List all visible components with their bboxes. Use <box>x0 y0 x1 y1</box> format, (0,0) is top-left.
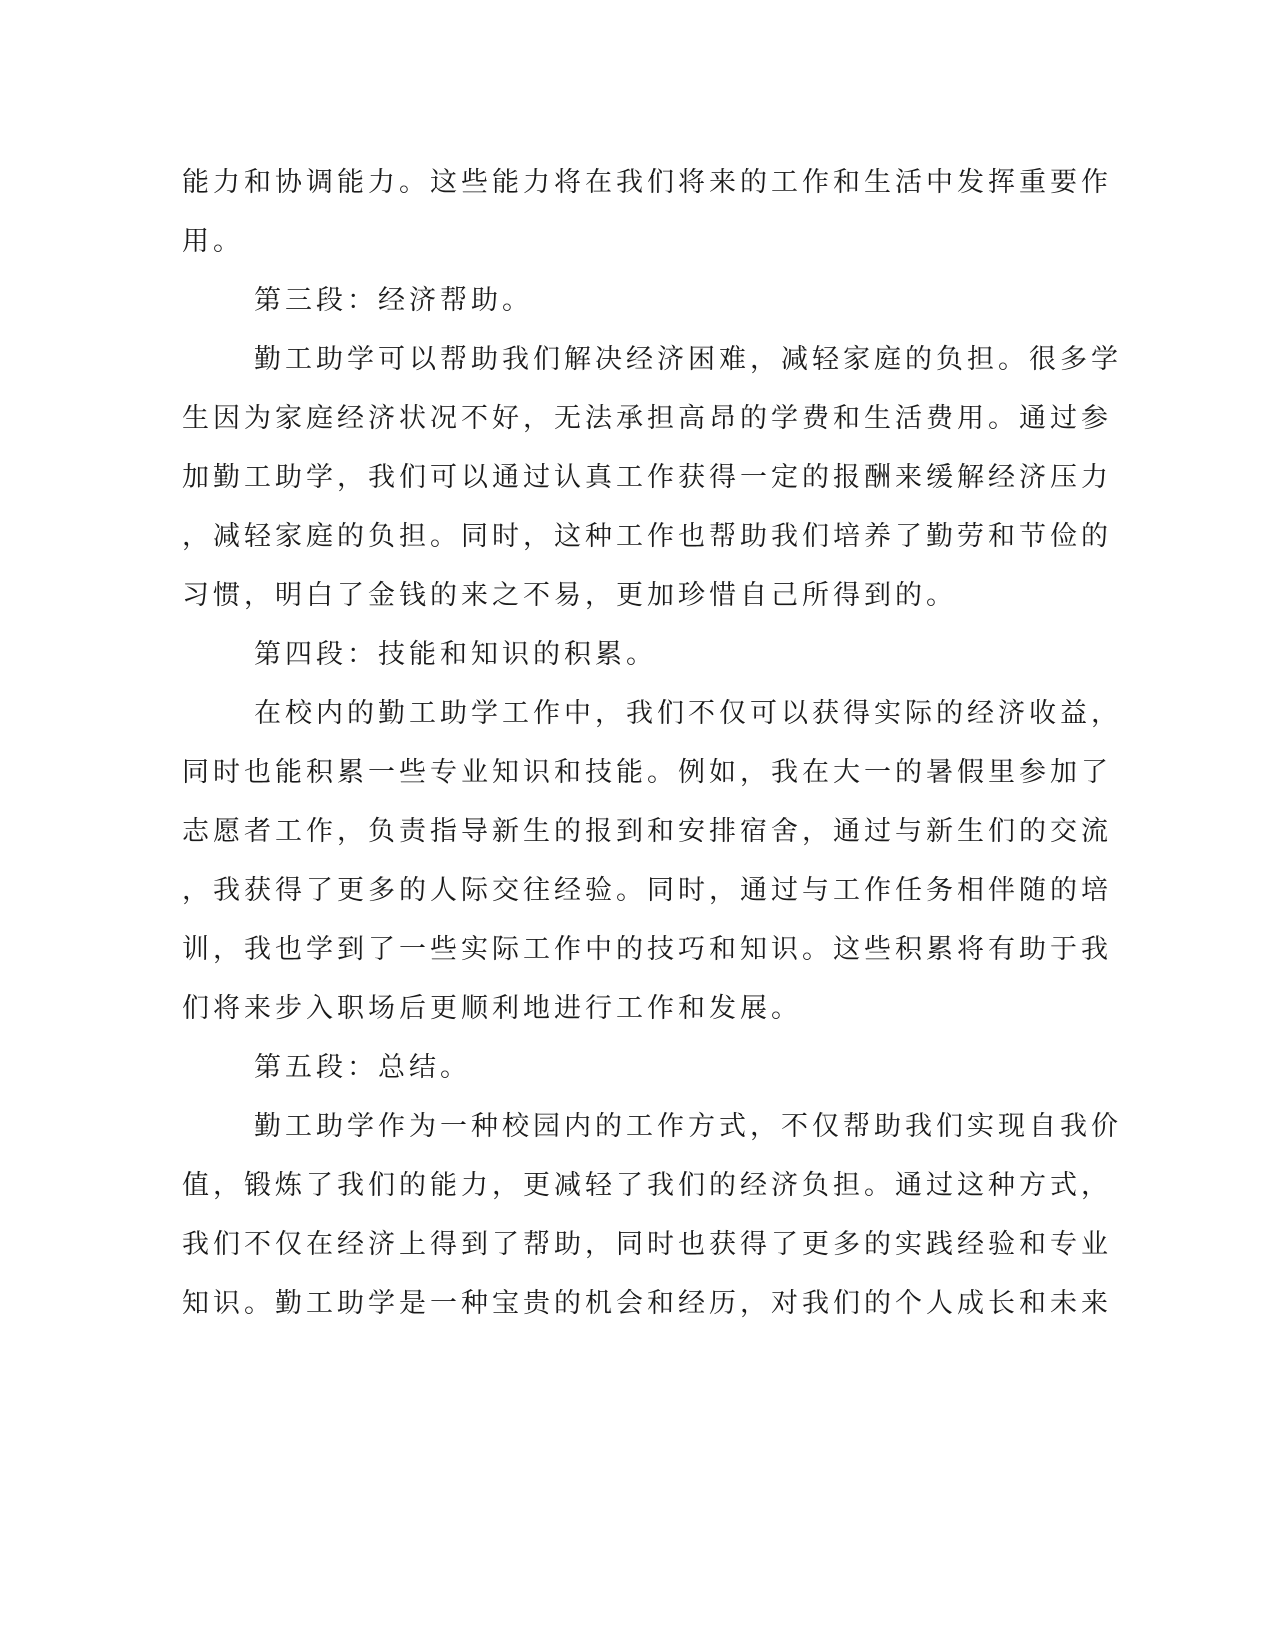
text-line: 训，我也学到了一些实际工作中的技巧和知识。这些积累将有助于我 <box>182 934 1112 965</box>
text-line: 知识。勤工助学是一种宝贵的机会和经历，对我们的个人成长和未来 <box>182 1288 1112 1319</box>
text-line: 们将来步入职场后更顺利地进行工作和发展。 <box>182 993 802 1024</box>
text-line: 生因为家庭经济状况不好，无法承担高昂的学费和生活费用。通过参 <box>182 403 1112 434</box>
text-line: 勤工助学可以帮助我们解决经济困难，减轻家庭的负担。很多学 <box>254 344 1122 375</box>
text-line: ，减轻家庭的负担。同时，这种工作也帮助我们培养了勤劳和节俭的 <box>182 521 1112 552</box>
section-heading: 第四段：技能和知识的积累。 <box>254 639 657 670</box>
text-line: 同时也能积累一些专业知识和技能。例如，我在大一的暑假里参加了 <box>182 757 1112 788</box>
text-line: 加勤工助学，我们可以通过认真工作获得一定的报酬来缓解经济压力 <box>182 462 1112 493</box>
text-line: 习惯，明白了金钱的来之不易，更加珍惜自己所得到的。 <box>182 580 957 611</box>
text-line: 在校内的勤工助学工作中，我们不仅可以获得实际的经济收益， <box>254 698 1122 729</box>
text-line: ，我获得了更多的人际交往经验。同时，通过与工作任务相伴随的培 <box>182 875 1112 906</box>
text-line: 我们不仅在经济上得到了帮助，同时也获得了更多的实践经验和专业 <box>182 1229 1112 1260</box>
section-heading: 第五段：总结。 <box>254 1052 471 1083</box>
text-line: 值，锻炼了我们的能力，更减轻了我们的经济负担。通过这种方式， <box>182 1170 1112 1201</box>
text-line: 勤工助学作为一种校园内的工作方式，不仅帮助我们实现自我价 <box>254 1111 1122 1142</box>
text-line: 用。 <box>182 226 244 257</box>
text-line: 能力和协调能力。这些能力将在我们将来的工作和生活中发挥重要作 <box>182 167 1112 198</box>
text-line: 志愿者工作，负责指导新生的报到和安排宿舍，通过与新生们的交流 <box>182 816 1112 847</box>
document-body <box>182 153 1122 1333</box>
section-heading: 第三段：经济帮助。 <box>254 285 533 316</box>
